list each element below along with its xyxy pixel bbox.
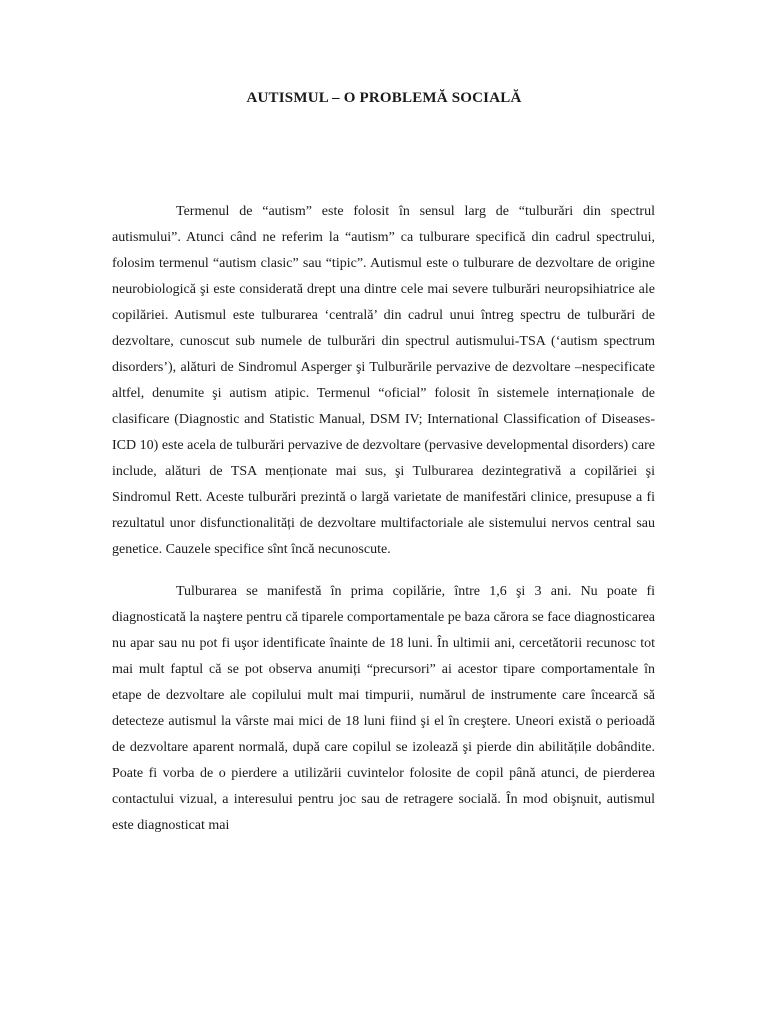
document-title: AUTISMUL – O PROBLEMĂ SOCIALĂ — [246, 90, 522, 106]
paragraph-1: Termenul de “autism” este folosit în sensul larg de “tulburări din spectrul autismului”. Atunci când ne referim la “autism” ca tulburare specifică din cadrul spectrului, folosim termenul “autism clasic” sau “tipic”. Autismul este o tulburare de dezvoltare de origine neurobiologică şi este considerată drept una dintre cele mai severe tulburări neuropsihiatrice ale copilăriei. Autismul este tulburarea ‘centrală’ din cadrul unui întreg spectru de tulburări de dezvoltare, cunoscut sub numele de tulburări din spectrul autismului-TSA (‘autism spectrum disorders’), alături de Sindromul Asperger şi Tulburările pervazive de dezvoltare –nespecificate altfel, denumite şi autism atipic. Termenul “oficial” folosit în sistemele internaționale de clasificare (Diagnostic and Statistic Manual, DSM IV; International Classification of Diseases-ICD 10) este acela de tulburări pervazive de dezvoltare (pervasive developmental disorders) care include, alături de TSA menționate mai sus, şi Tulburarea dezintegrativă a copilăriei şi Sindromul Rett. Aceste tulburări prezintă o largă varietate de manifestări clinice, presupuse a fi rezultatul unor disfunctionalități de dezvoltare multifactoriale ale sistemului nervos central sau genetice. Cauzele specifice sînt încă necunoscute. — [112, 204, 655, 557]
document-body — [112, 199, 655, 839]
paragraph-2: Tulburarea se manifestă în prima copilărie, între 1,6 şi 3 ani. Nu poate fi diagnosticată la naştere pentru că tiparele comportamentale pe baza cărora se face diagnosticarea nu apar sau nu pot fi uşor identificate înainte de 18 luni. În ultimii ani, cercetătorii recunosc tot mai mult faptul că se pot observa anumiți “precursori” ai acestor tipare comportamentale în etape de dezvoltare ale copilului mult mai timpurii, numărul de instrumente care încearcă să detecteze autismul la vârste mai mici de 18 luni fiind şi el în creştere. Uneori există o perioadă de dezvoltare aparent normală, după care copilul se izolează şi pierde din abilitățile dobândite. Poate fi vorba de o pierdere a utilizării cuvintelor folosite de copil până atunci, de pierderea contactului vizual, a interesului pentru joc sau de retragere socială. În mod obişnuit, autismul este diagnosticat mai — [112, 584, 655, 833]
